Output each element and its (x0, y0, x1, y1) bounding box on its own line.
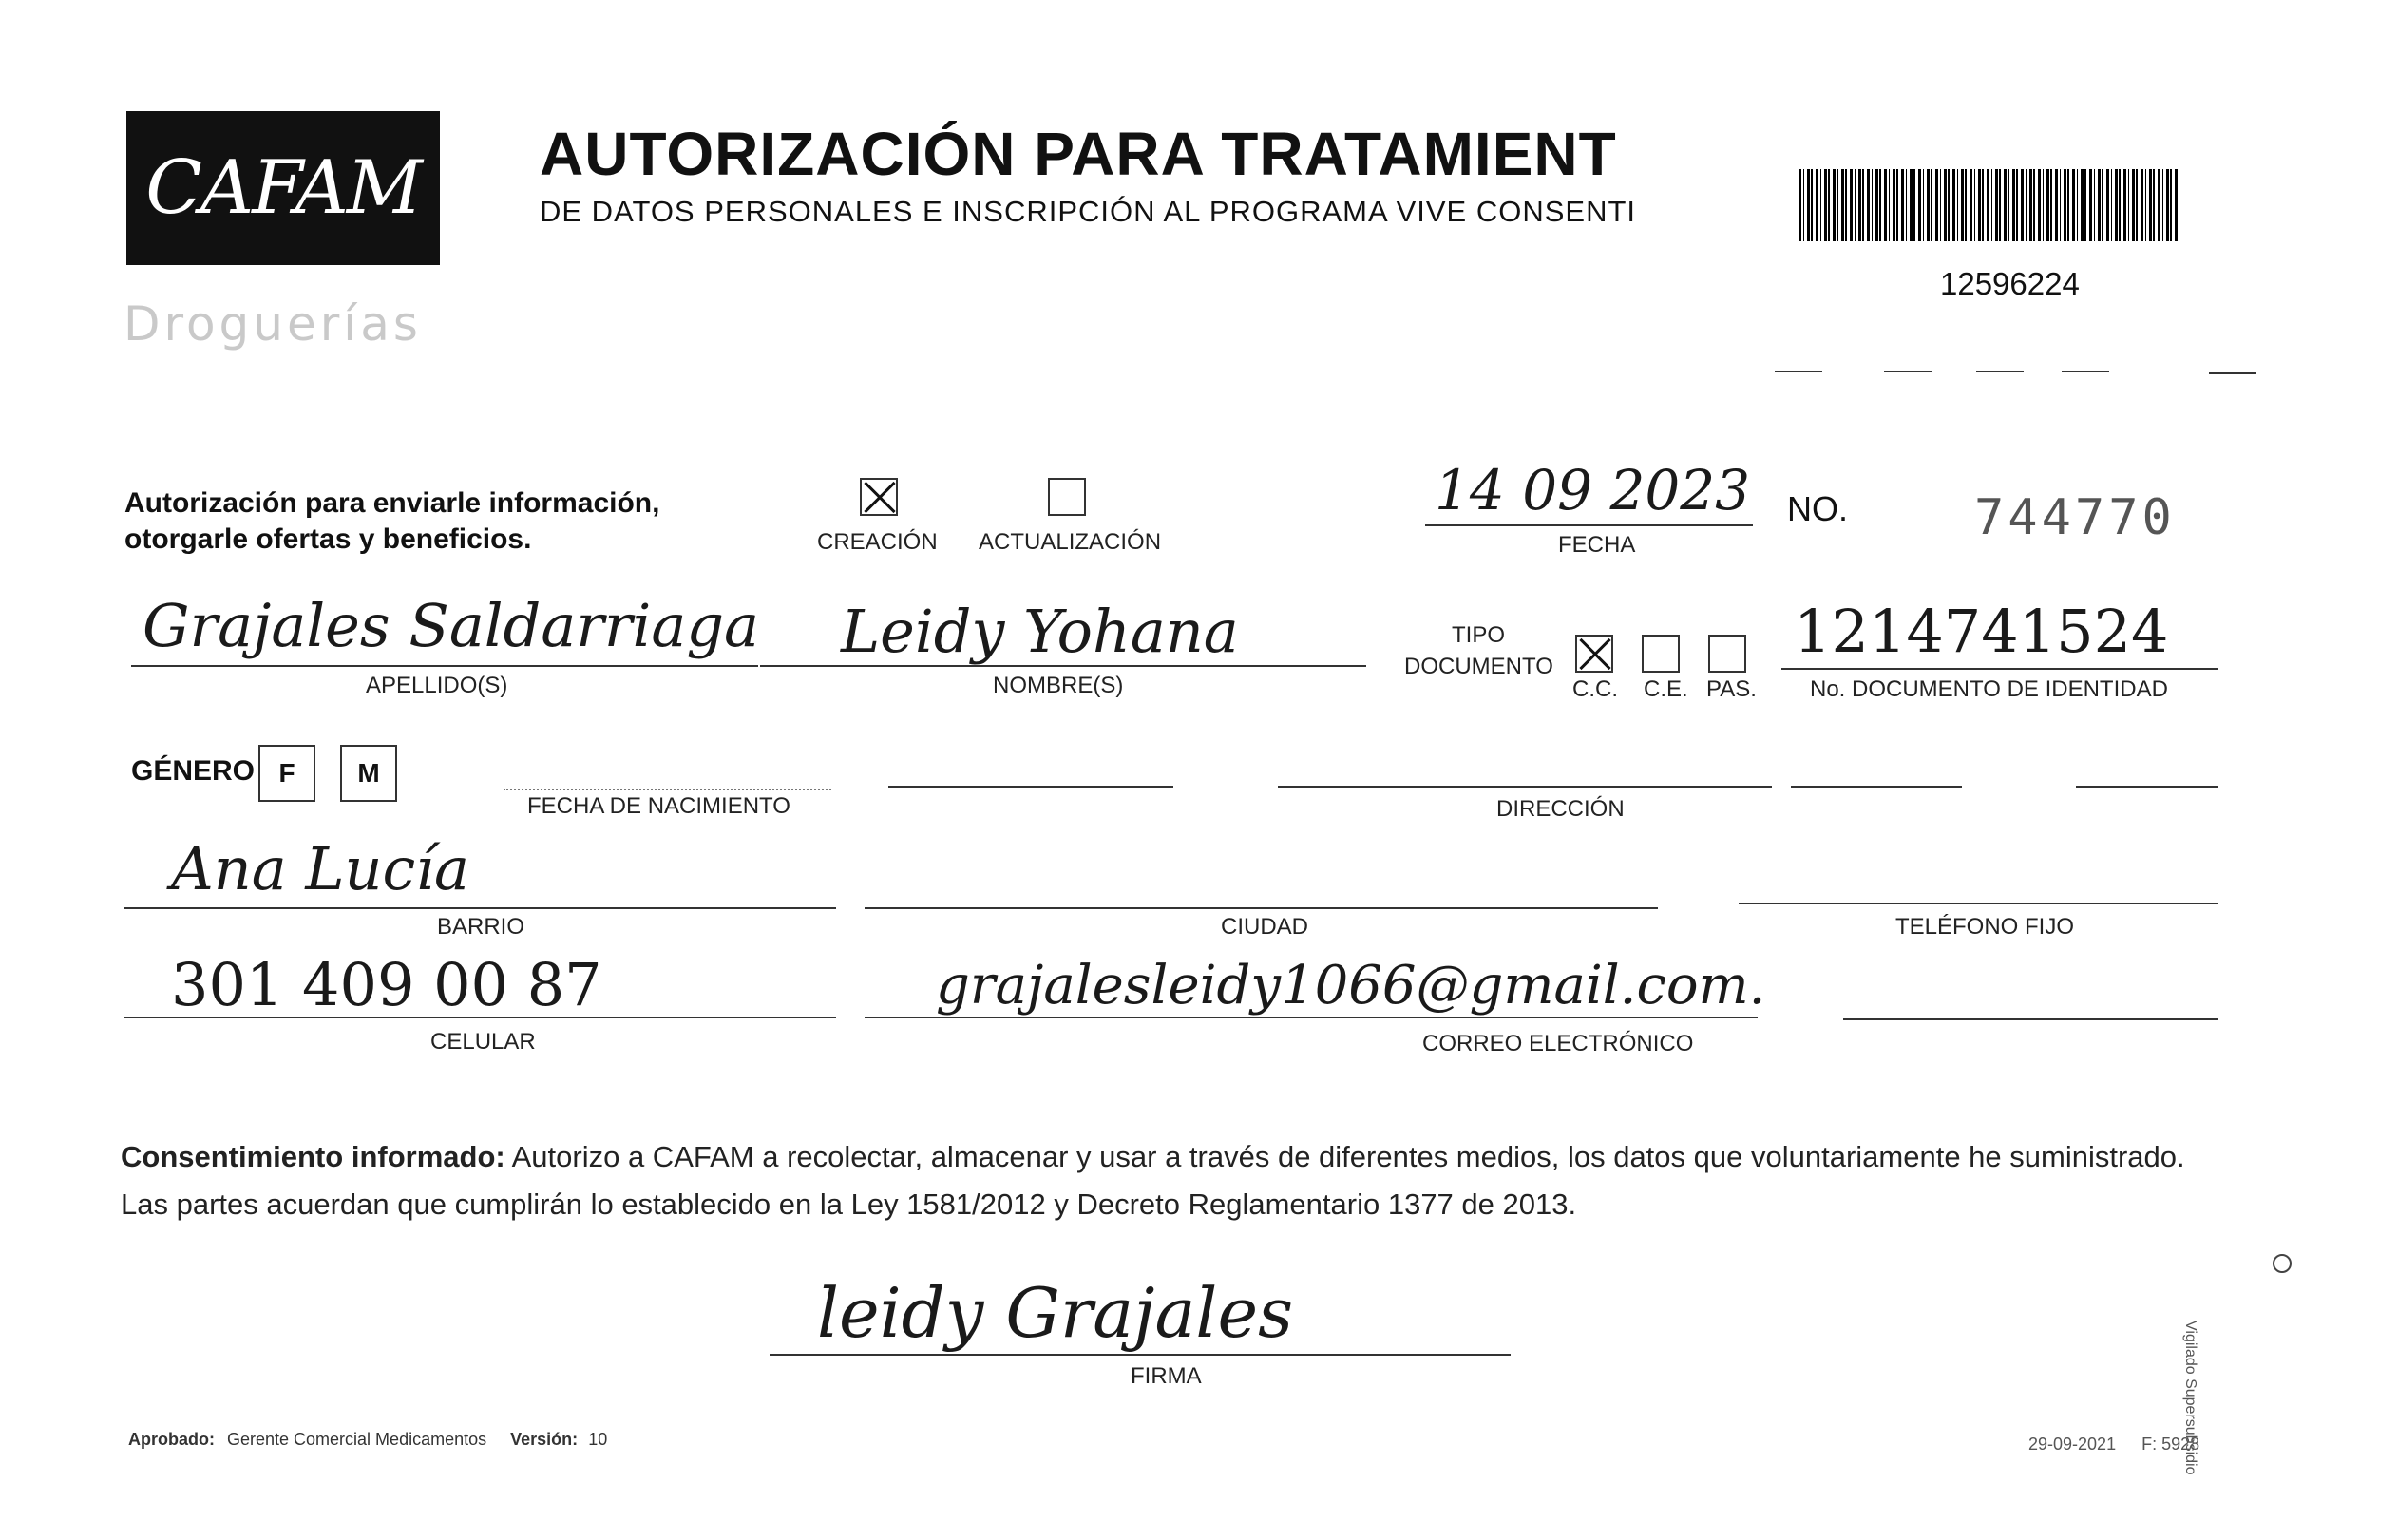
consent-text-1: Autorizo a CAFAM a recolectar, almacenar y usar a través de diferentes medios, los datos que voluntariamente he suministrado. (504, 1140, 2185, 1173)
genero-f-label: F (278, 758, 295, 788)
fecha-nacimiento-line (504, 789, 831, 790)
documento-label: No. DOCUMENTO DE IDENTIDAD (1810, 676, 2168, 702)
fecha-line (1425, 524, 1753, 526)
actualizacion-checkbox[interactable] (1048, 478, 1086, 516)
signature-label: FIRMA (1131, 1363, 1202, 1389)
celular-line (124, 1017, 836, 1018)
document-title: AUTORIZACIÓN PARA TRATAMIENT (540, 120, 1617, 188)
ce-checkbox[interactable] (1642, 635, 1680, 673)
cc-checkbox[interactable] (1575, 635, 1613, 673)
apellidos-label: APELLIDO(S) (366, 673, 508, 698)
header-rule-2 (1884, 371, 1932, 372)
version-label: Versión: (510, 1430, 579, 1449)
documento-line (1781, 668, 2218, 670)
barcode (1798, 169, 2179, 241)
correo-value[interactable]: grajalesleidy1066@gmail.com. (936, 955, 1766, 1017)
direccion-line-3 (1791, 786, 1962, 788)
cafam-logo (126, 111, 440, 265)
header-rule-3 (1976, 371, 2024, 372)
header-rule-1 (1775, 371, 1822, 372)
celular-label: CELULAR (430, 1029, 536, 1055)
logo-subtitle: Droguerías (124, 296, 422, 352)
side-logo-icon (2273, 1254, 2292, 1273)
direccion-label: DIRECCIÓN (1496, 796, 1625, 822)
fecha-label: FECHA (1558, 532, 1636, 558)
consent-title: Consentimiento informado: (121, 1140, 505, 1173)
direccion-line-2 (1278, 786, 1772, 788)
correo-line (865, 1017, 1758, 1018)
fecha-nacimiento-label: FECHA DE NACIMIENTO (527, 793, 790, 819)
intro-text-line2: otorgarle ofertas y beneficios. (124, 523, 532, 555)
creacion-label: CREACIÓN (817, 529, 938, 555)
document-subtitle: DE DATOS PERSONALES E INSCRIPCIÓN AL PROGRAMA VIVE CONSENTI (540, 195, 1637, 228)
fecha-value[interactable]: 14 09 2023 (1435, 458, 1751, 523)
footer-date-code (2028, 1435, 2199, 1454)
genero-f-box[interactable] (258, 745, 315, 802)
tipo-label: TIPO (1452, 622, 1506, 648)
telefono-label: TELÉFONO FIJO (1895, 914, 2075, 940)
direccion-line-4 (2076, 786, 2218, 788)
logo-text: CAFAM (145, 145, 421, 231)
barrio-label: BARRIO (437, 914, 525, 940)
no-label: NO. (1787, 489, 1849, 528)
creacion-checkbox[interactable] (860, 478, 898, 516)
documento-type-label: DOCUMENTO (1404, 654, 1553, 679)
header-rule-4 (2062, 371, 2109, 372)
barrio-line (124, 907, 836, 909)
form-code: F: 5928 (2141, 1435, 2200, 1454)
header-rule-5 (2209, 372, 2256, 374)
ciudad-line (865, 907, 1658, 909)
aprobado-label: Aprobado: (128, 1430, 215, 1449)
telefono-line (1739, 903, 2218, 904)
apellidos-line (131, 665, 758, 667)
signature-line (770, 1354, 1511, 1356)
celular-value[interactable]: 301 409 00 87 (171, 950, 602, 1019)
nombres-line (760, 665, 1366, 667)
consent-line-1 (121, 1140, 2185, 1174)
genero-label: GÉNERO (131, 755, 256, 787)
genero-m-box[interactable] (340, 745, 397, 802)
genero-m-label: M (357, 758, 380, 788)
pas-label: PAS. (1706, 676, 1757, 702)
documento-value[interactable]: 1214741524 (1794, 597, 2169, 666)
footer-approval (128, 1430, 607, 1450)
consent-line-2: Las partes acuerdan que cumplirán lo establecido en la Ley 1581/2012 y Decreto Reglamentario 1377 de 2013. (121, 1188, 1577, 1221)
no-value: 744770 (1974, 489, 2176, 546)
extra-line (1843, 1018, 2218, 1020)
pas-checkbox[interactable] (1708, 635, 1746, 673)
nombres-value[interactable]: Leidy Yohana (841, 597, 1239, 666)
actualizacion-label: ACTUALIZACIÓN (979, 529, 1162, 555)
aprobado-value: Gerente Comercial Medicamentos (227, 1430, 487, 1449)
signature-value[interactable]: leidy Grajales (817, 1273, 1294, 1353)
correo-label: CORREO ELECTRÓNICO (1422, 1031, 1694, 1056)
version-value: 10 (588, 1430, 608, 1449)
direccion-line-1 (888, 786, 1173, 788)
date-code: 29-09-2021 (2028, 1435, 2117, 1454)
cc-label: C.C. (1572, 676, 1618, 702)
nombres-label: NOMBRE(S) (993, 673, 1124, 698)
intro-text-line1: Autorización para enviarle información, (124, 487, 660, 519)
side-vertical-text: Vigilado Supersubsidio (2182, 1321, 2198, 1475)
apellidos-value[interactable]: Grajales Saldarriaga (143, 591, 760, 660)
barcode-number: 12596224 (1940, 266, 2080, 301)
barrio-value[interactable]: Ana Lucía (171, 834, 469, 903)
ce-label: C.E. (1644, 676, 1688, 702)
ciudad-label: CIUDAD (1221, 914, 1309, 940)
